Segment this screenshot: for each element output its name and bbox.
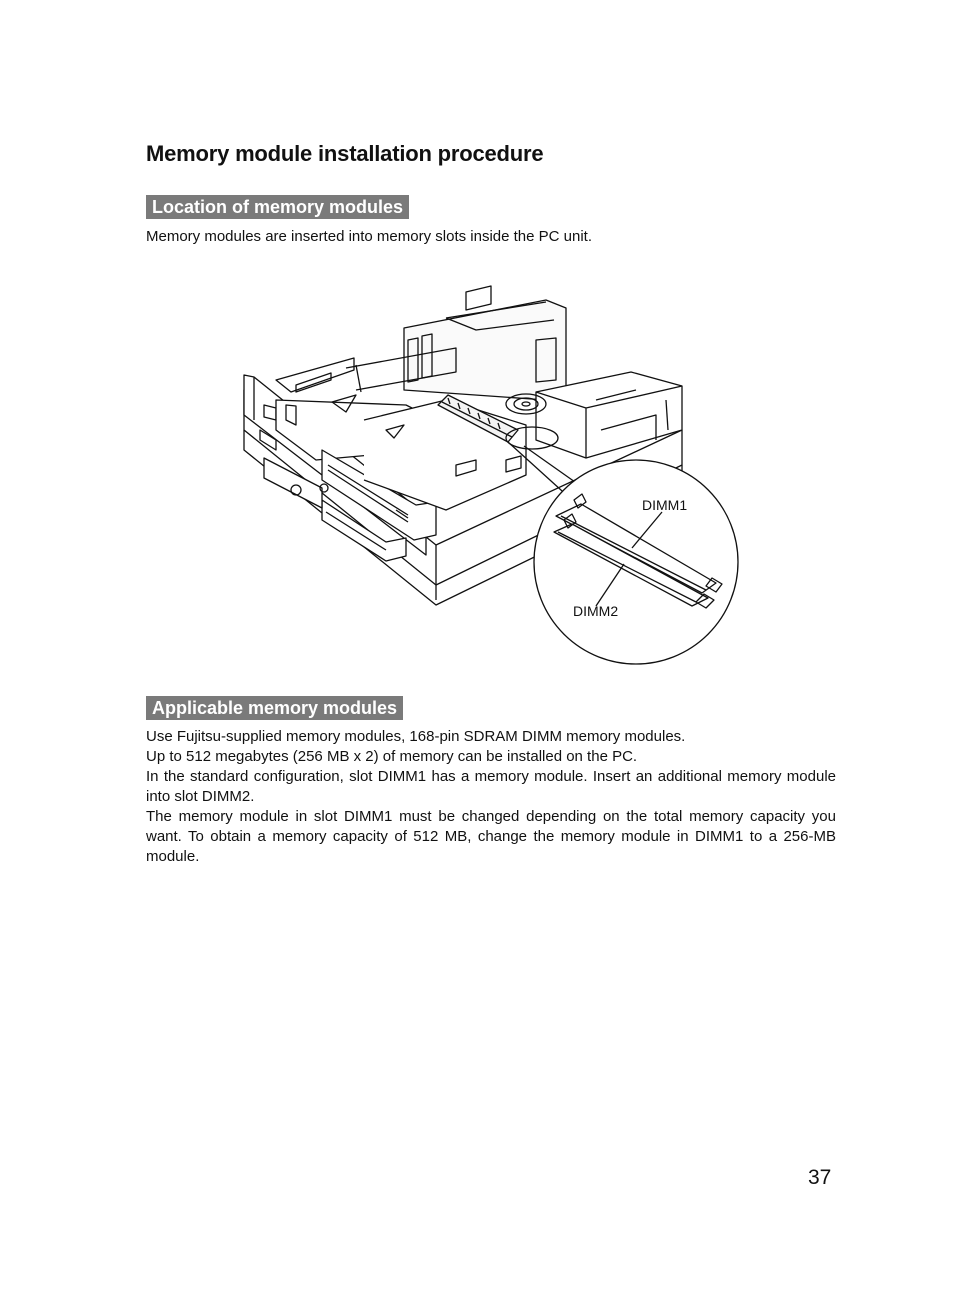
location-description <box>146 227 836 247</box>
dimm2-callout-label: DIMM2 <box>573 603 619 619</box>
applicable-paragraph-4: The memory module in slot DIMM1 must be changed depending on the total memory capacity you want. To obtain a memory capacity of 512 MB, change the memory module in DIMM1 to a 256-MB module. <box>146 808 836 865</box>
applicable-description <box>146 727 836 867</box>
drive-cage <box>276 358 354 392</box>
applicable-section-heading: Applicable memory modules <box>146 696 403 720</box>
rear-panel <box>404 300 566 400</box>
applicable-paragraph-3: In the standard configuration, slot DIMM1 has a memory module. Insert an additional memory module into slot DIMM2. <box>146 768 836 805</box>
dimm1-callout-label: DIMM1 <box>642 497 688 513</box>
pc-unit-memory-slot-illustration <box>236 280 746 670</box>
applicable-paragraph-2: Up to 512 megabytes (256 MB x 2) of memory can be installed on the PC. <box>146 748 638 765</box>
page-title: Memory module installation procedure <box>146 141 544 166</box>
location-text: Memory modules are inserted into memory slots inside the PC unit. <box>146 228 593 245</box>
location-section-heading: Location of memory modules <box>146 195 409 219</box>
applicable-paragraph-1: Use Fujitsu-supplied memory modules, 168-pin SDRAM DIMM memory modules. <box>146 728 686 745</box>
page-number: 37 <box>808 1166 832 1189</box>
